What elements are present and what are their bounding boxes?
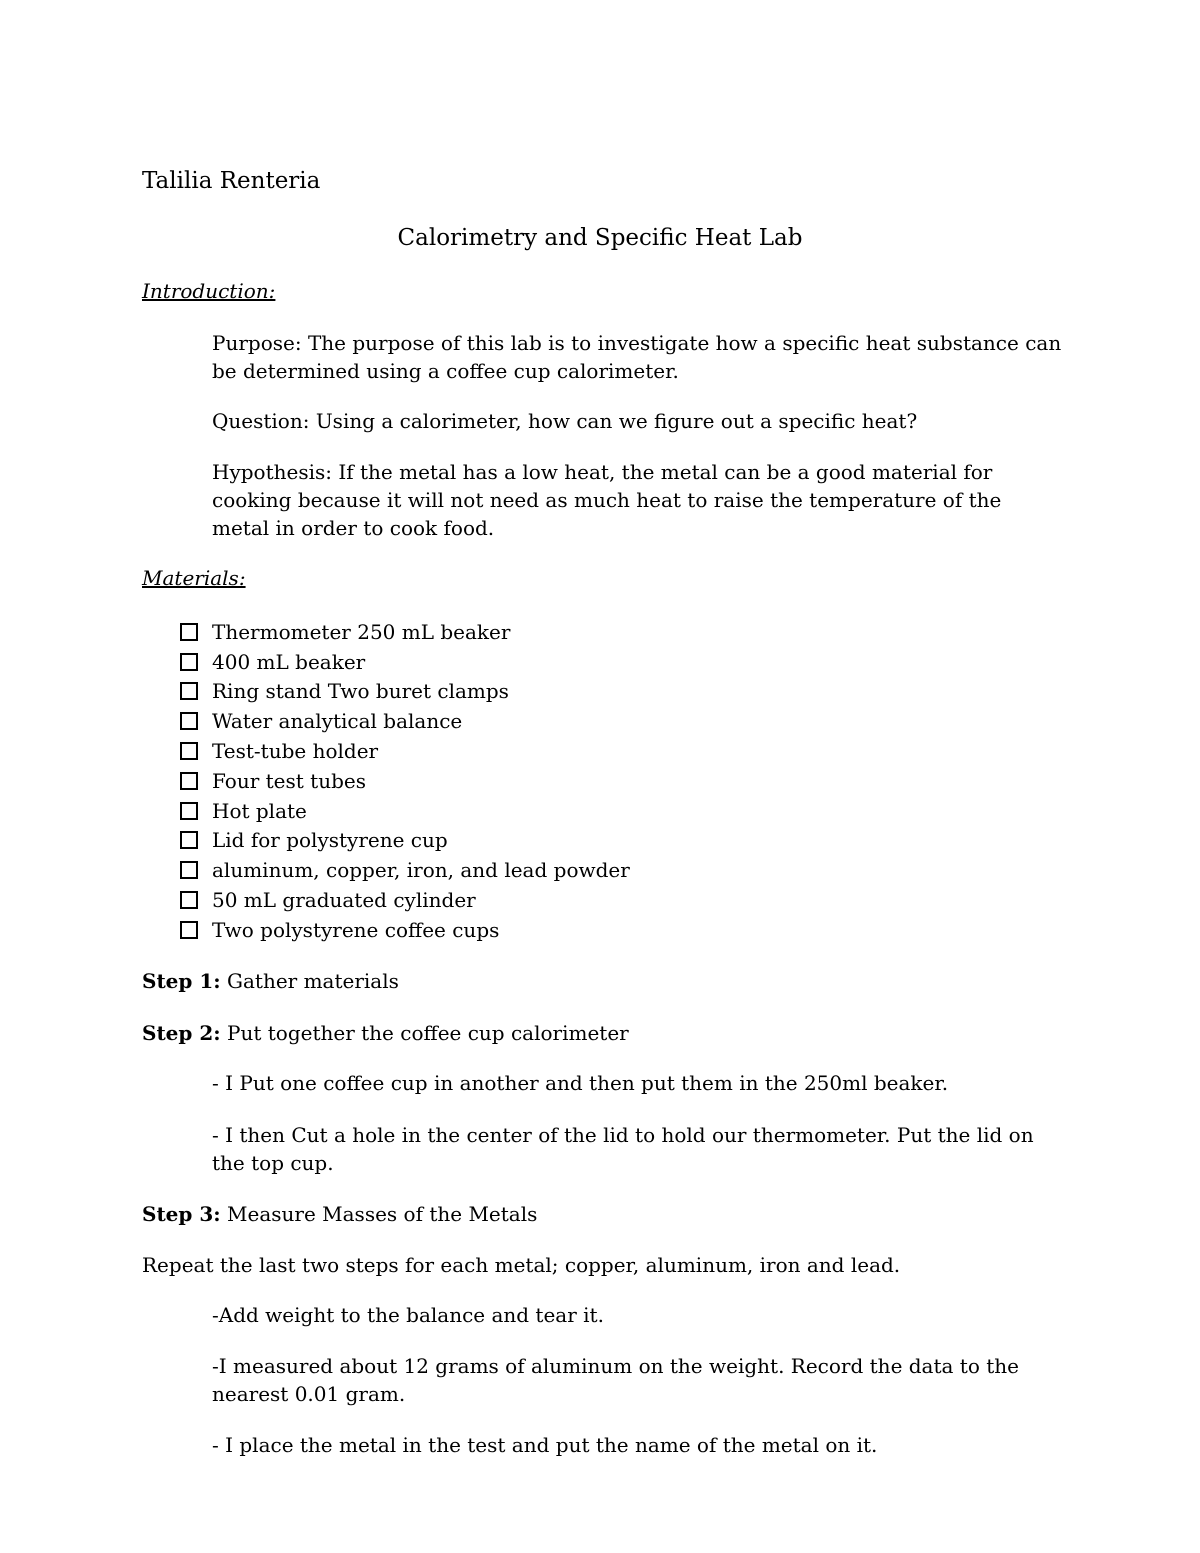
step-2-text: Put together the coffee cup calorimeter bbox=[220, 1021, 629, 1045]
materials-list-item: 400 mL beaker bbox=[180, 647, 630, 677]
checkbox-icon[interactable] bbox=[180, 921, 198, 939]
materials-list bbox=[180, 617, 630, 945]
step-3-detail-2: -I measured about 12 grams of aluminum on the weight. Record the data to the nearest 0.01 gram. bbox=[212, 1354, 1019, 1406]
materials-list-item: Two polystyrene coffee cups bbox=[180, 915, 630, 945]
materials-heading: Materials: bbox=[142, 566, 246, 590]
checkbox-icon[interactable] bbox=[180, 861, 198, 879]
step-1 bbox=[142, 967, 399, 995]
step-2 bbox=[142, 1019, 629, 1047]
step-3 bbox=[142, 1200, 537, 1228]
author-name: Talilia Renteria bbox=[142, 168, 321, 194]
step-2-detail-2: - I then Cut a hole in the center of the lid to hold our thermometer. Put the lid on the top cup. bbox=[212, 1123, 1034, 1175]
checkbox-icon[interactable] bbox=[180, 653, 198, 671]
materials-list-item: Ring stand Two buret clamps bbox=[180, 677, 630, 707]
step-1-text: Gather materials bbox=[220, 969, 399, 993]
step-3-detail-3: - I place the metal in the test and put the name of the metal on it. bbox=[212, 1433, 878, 1457]
materials-list-item: Water analytical balance bbox=[180, 706, 630, 736]
checkbox-icon[interactable] bbox=[180, 802, 198, 820]
materials-list-item: 50 mL graduated cylinder bbox=[180, 885, 630, 915]
purpose-paragraph: Purpose: The purpose of this lab is to investigate how a specific heat substance can be determined using a coffee cup calorimeter. bbox=[212, 331, 1062, 383]
checkbox-icon[interactable] bbox=[180, 772, 198, 790]
step-2-label: Step 2: bbox=[142, 1021, 221, 1045]
step-3-text: Measure Masses of the Metals bbox=[220, 1202, 538, 1226]
step-3-repeat-note: Repeat the last two steps for each metal; copper, aluminum, iron and lead. bbox=[142, 1253, 901, 1277]
materials-list-item: Test-tube holder bbox=[180, 736, 630, 766]
checkbox-icon[interactable] bbox=[180, 623, 198, 641]
step-3-detail-1: -Add weight to the balance and tear it. bbox=[212, 1303, 604, 1327]
checkbox-icon[interactable] bbox=[180, 682, 198, 700]
checkbox-icon[interactable] bbox=[180, 891, 198, 909]
materials-list-item: Lid for polystyrene cup bbox=[180, 826, 630, 856]
question-paragraph: Question: Using a calorimeter, how can we figure out a specific heat? bbox=[212, 409, 918, 433]
hypothesis-paragraph: Hypothesis: If the metal has a low heat, the metal can be a good material for cooking because it will not need as much heat to raise the temperature of the metal in order to cook food. bbox=[212, 460, 1002, 540]
step-1-label: Step 1: bbox=[142, 969, 221, 993]
materials-list-item: Thermometer 250 mL beaker bbox=[180, 617, 630, 647]
checkbox-icon[interactable] bbox=[180, 712, 198, 730]
checkbox-icon[interactable] bbox=[180, 831, 198, 849]
materials-list-item: Four test tubes bbox=[180, 766, 630, 796]
checkbox-icon[interactable] bbox=[180, 742, 198, 760]
materials-list-item: Hot plate bbox=[180, 796, 630, 826]
materials-list-item: aluminum, copper, iron, and lead powder bbox=[180, 855, 630, 885]
introduction-heading: Introduction: bbox=[142, 279, 276, 303]
step-2-detail-1: - I Put one coffee cup in another and then put them in the 250ml beaker. bbox=[212, 1071, 949, 1095]
document-title: Calorimetry and Specific Heat Lab bbox=[397, 225, 803, 251]
step-3-label: Step 3: bbox=[142, 1202, 221, 1226]
